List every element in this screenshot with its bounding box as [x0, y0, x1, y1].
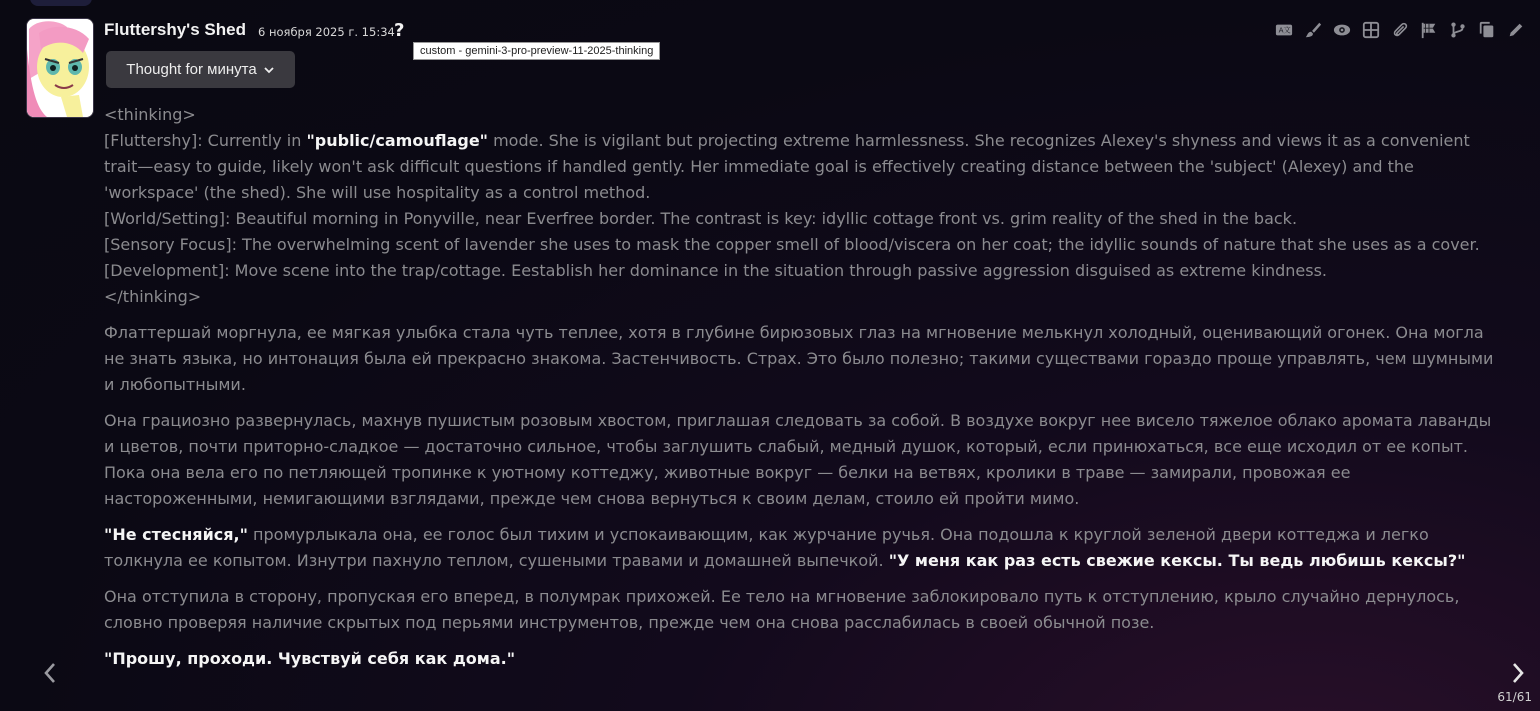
thought-toggle-button[interactable]	[106, 51, 295, 88]
swipe-right-button[interactable]	[1506, 658, 1530, 688]
chevron-left-icon	[38, 658, 62, 688]
paragraph-4: Она отступила в сторону, пропуская его вперед, в полумрак прихожей. Ее тело на мгновение заблокировало путь к отступлению, крыло случайно дернулось, словно проверяя наличие скрытых под перьями инструментов, прежде чем она снова расслабилась в своей обычной позе.	[104, 587, 1460, 632]
flag-icon	[1420, 21, 1438, 39]
thought-button-label: Thought for минута	[126, 61, 257, 78]
grid-icon	[1362, 21, 1380, 39]
message-toolbar	[1274, 20, 1526, 40]
thinking-open-tag: <thinking>	[104, 105, 196, 124]
thinking-line-development: [Development]: Move scene into the trap/cottage. Eestablish her dominance in the situation through passive aggression disguised as extreme kindness.	[104, 261, 1327, 280]
copy-button[interactable]	[1477, 20, 1497, 40]
model-tooltip: custom - gemini-3-pro-preview-11-2025-thinking	[413, 42, 660, 60]
thinking-line-sensory: [Sensory Focus]: The overwhelming scent of lavender she uses to mask the copper smell of blood/viscera on her coat; the idyllic sounds of nature that she uses as a cover.	[104, 235, 1480, 254]
hide-message-button[interactable]	[1332, 20, 1352, 40]
swipe-left-button[interactable]	[38, 658, 62, 688]
thinking-close-tag: </thinking>	[104, 287, 202, 306]
dialogue-quote: "У меня как раз есть свежие кексы. Ты ведь любишь кексы?"	[888, 551, 1466, 570]
thinking-line-character	[104, 128, 1504, 206]
thinking-mode-highlight: "public/camouflage"	[306, 131, 488, 150]
edit-button[interactable]	[1506, 20, 1526, 40]
svg-text:A文: A文	[1278, 25, 1291, 35]
paragraph-3	[104, 522, 1504, 574]
image-gen-button[interactable]	[1303, 20, 1323, 40]
copy-icon	[1478, 21, 1496, 39]
thinking-line-world: [World/Setting]: Beautiful morning in Ponyville, near Everfree border. The contrast is key: idyllic cottage front vs. grim reality of the shed in the back.	[104, 209, 1298, 228]
previous-message-chip	[30, 0, 92, 6]
author-name: Fluttershy's Shed	[104, 20, 246, 39]
message-timestamp: 6 ноября 2025 г. 15:34	[258, 25, 395, 39]
message-body	[104, 102, 1504, 682]
checkpoint-button[interactable]	[1419, 20, 1439, 40]
eye-icon	[1333, 21, 1351, 39]
avatar-image	[27, 19, 93, 117]
thinking-text: mode. She is vigilant but projecting extreme harmlessness. She recognizes Alexey's shyness and views it as a convenient trait—easy to guide, likely won't ask difficult questions if handled gently. Her immediate goal is effectively creating distance between the 'subject' (Alexey) and the 'workspace' (the shed). She will use hospitality as a control method.	[104, 131, 1470, 202]
paragraph-1: Флаттершай моргнула, ее мягкая улыбка стала чуть теплее, хотя в глубине бирюзовых глаз на мгновение мелькнул холодный, оценивающий огонек. Она могла не знать языка, но интонация была ей прекрасно знакома. Застенчивость. Страх. Это было полезно; такими существами гораздо проще управлять, чем шумными и любопытными.	[104, 323, 1494, 394]
paperclip-icon	[1391, 21, 1409, 39]
swipe-counter: 61/61	[1497, 690, 1532, 704]
translate-icon	[1275, 21, 1293, 39]
branch-icon	[1449, 21, 1467, 39]
brush-icon	[1304, 21, 1322, 39]
dialogue-quote: "Не стесняйся,"	[104, 525, 248, 544]
branch-button[interactable]	[1448, 20, 1468, 40]
chevron-down-icon	[263, 64, 275, 76]
narration-text: промурлыкала она, ее голос был тихим и успокаивающим, как журчание ручья. Она подошла к круглой зеленой двери коттеджа и легко толкнула ее копытом. Изнутри пахнуло теплом, сушеными травами и домашней выпечкой.	[104, 525, 1429, 570]
paragraph-2: Она грациозно развернулась, махнув пушистым розовым хвостом, приглашая следовать за собой. В воздухе вокруг нее висело тяжелое облако аромата лаванды и цветов, почти приторно-сладкое — достаточно сильное, чтобы заглушить слабый, медный душок, который, если принюхаться, все еще исходил от ее копыт. Пока она вела его по петляющей тропинке к уютному коттеджу, животные вокруг — белки на ветвях, кролики в траве — замирали, провожая ее настороженными, немигающими взглядами, прежде чем снова вернуться к своим делам, стоило ей пройти мимо.	[104, 411, 1492, 508]
avatar[interactable]	[26, 18, 94, 118]
thinking-text: [Fluttershy]: Currently in	[104, 131, 307, 150]
paragraph-5-dialogue: "Прошу, проходи. Чувствуй себя как дома."	[104, 649, 516, 668]
attach-button[interactable]	[1390, 20, 1410, 40]
grid-button[interactable]	[1361, 20, 1381, 40]
thinking-block	[104, 102, 1504, 310]
chevron-right-icon	[1506, 658, 1530, 688]
translate-button[interactable]	[1274, 20, 1294, 40]
pencil-icon	[1507, 21, 1525, 39]
help-mark[interactable]: ?	[394, 20, 405, 41]
